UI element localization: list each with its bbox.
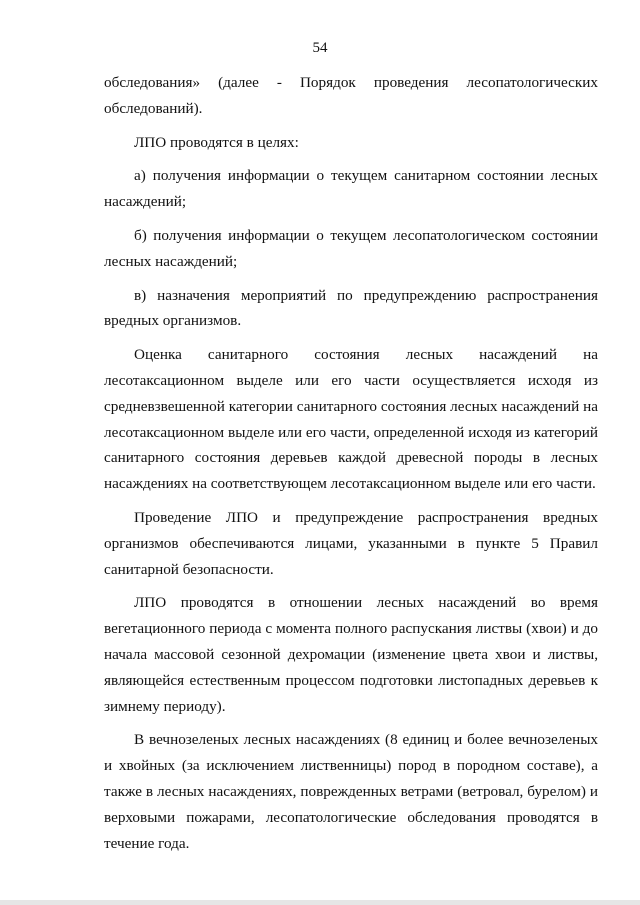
paragraph-purpose-c: в) назначения мероприятий по предупреждению распространения вредных организмов. (104, 286, 598, 330)
page-bottom-edge (0, 900, 640, 905)
paragraph-evergreen-stands: В вечнозеленых лесных насаждениях (8 единиц и более вечнозеленых и хвойных (за исключением лиственницы) пород в породном составе), а также в лесных насаждениях, поврежденных ветрами (ветровал, бурелом) и верховыми пожарами, лесопатологические обследования проводятся в течение года. (104, 731, 598, 852)
paragraph-sanitary-assessment: Оценка санитарного состояния лесных насаждений на лесотаксационном выделе или его части осуществляется исходя из средневзвешенной категории санитарного состояния лесных насаждений на лесотаксационном выделе или его части, определенной исходя из категорий санитарного состояния деревьев каждой древесной породы в лесных насаждениях на соответствующем лесотаксационном выделе или его части. (104, 346, 598, 493)
paragraph-purpose-b: б) получения информации о текущем лесопатологическом состоянии лесных насаждений; (104, 226, 598, 270)
paragraph-continuation: обследования» (далее - Порядок проведения лесопатологических обследований). (104, 74, 598, 117)
paragraph-responsible-persons: Проведение ЛПО и предупреждение распространения вредных организмов обеспечиваются лицами, указанными в пункте 5 Правил санитарной безопасности. (104, 508, 598, 578)
paragraph-vegetation-period: ЛПО проводятся в отношении лесных насаждений во время вегетационного периода с момента полного распускания листвы (хвои) и до начала массовой сезонной дехромации (изменение цвета хвои и листвы, являющейся естественным процессом подготовки листопадных деревьев к зимнему периоду). (104, 594, 598, 715)
document-body (104, 70, 598, 864)
paragraph-purpose-a: а) получения информации о текущем санитарном состоянии лесных насаждений; (104, 167, 598, 211)
page-number: 54 (312, 40, 328, 56)
paragraph-purposes-intro: ЛПО проводятся в целях: (134, 133, 299, 151)
